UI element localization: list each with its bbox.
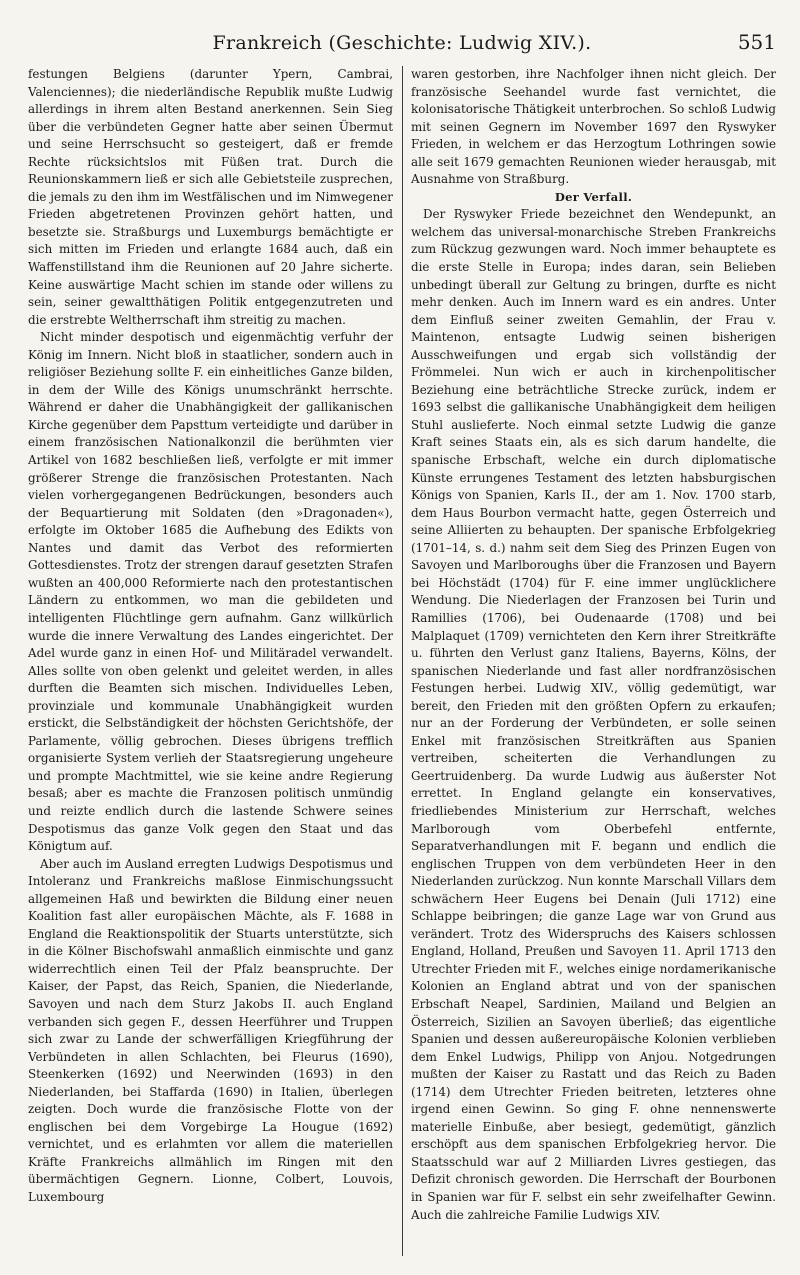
paragraph-continuation: waren gestorben, ihre Nachfolger ihnen nicht gleich. Der französische Seehandel wurde fast vernichtet, die kolonisatorische Thätigkeit unterbrochen. So schloß Ludwig mit seinen Gegnern im November 1697 den Ryswyker Frieden, in welchem er das Herzogtum Lothringen sowie alle seit 1679 gemachten Reunionen wieder herausgab, mit Ausnahme von Straßburg. <box>411 67 776 187</box>
page-header <box>28 26 776 66</box>
paragraph: Aber auch im Ausland erregten Ludwigs Despotismus und Intoleranz und Frankreichs maßlose Einmischungssucht allgemeinen Haß und bewirkten die Bildung einer neuen Koalition fast aller europäischen Mächte, als F. 1688 in England die Reaktionspolitik der Stuarts unterstützte, sich in die Kölner Bischofswahl anmaßlich einmischte und ganz widerrechtlich einen Teil der Pfalz beanspruchte. Der Kaiser, der Papst, das Reich, Spanien, die Niederlande, Savoyen und nach dem Sturz Jakobs II. auch England verbanden sich gegen F., dessen Heerführer und Truppen sich zwar zu Lande der schwerfälligen Kriegführung der Verbündeten in allen Schlachten, bei Fleurus (1690), Steenkerken (1692) und Neerwinden (1693) in den Niederlanden, bei Staffarda (1690) in Italien, überlegen zeigten. Doch wurde die französische Flotte von der englischen bei dem Vorgebirge La Hougue (1692) vernichtet, und es erlahmten vor allem die materiellen Kräfte Frankreichs allmählich im Ringen mit den übermächtigen Gegnern. Lionne, Colbert, Louvois, Luxembourg <box>28 856 393 1204</box>
page-number: 551 <box>737 30 776 54</box>
two-column-body <box>28 66 776 1256</box>
paragraph: Der Ryswyker Friede bezeichnet den Wendepunkt, an welchem das universal-monarchische Streben Frankreichs zum Rückzug gezwungen ward. Noch immer behauptete es die erste Stelle in Europa; indes daran, sein Belieben unbedingt überall zur Geltung zu bringen, durfte es nicht mehr denken. Auch im Innern ward es ein andres. Unter dem Einfluß seiner zweiten Gemahlin, der Frau v. Maintenon, entsagte Ludwig seinen bisherigen Ausschweifungen und ergab sich vollständig der Frömmelei. Nun wich er auch in kirchenpolitischer Beziehung eine beträchtliche Strecke zurück, indem er 1693 selbst die gallikanische Unabhängigkeit dem heiligen Stuhl auslieferte. Noch einmal setzte Ludwig die ganze Kraft seines Staats ein, als es sich darum handelte, die spanische Erbschaft, welche ein durch diplomatische Künste errungenes Testament des letzten habsburgischen Königs von Spanien, Karls II., der am 1. Nov. 1700 starb, dem Haus Bourbon vermacht hatte, gegen Österreich und seine Alliierten zu behaupten. Der spanische Erbfolgekrieg (1701–14, s. d.) nahm seit dem Sieg des Prinzen Eugen von Savoyen und Marlboroughs über die Franzosen und Bayern bei Höchstädt (1704) für F. eine immer unglücklichere Wendung. Die Niederlagen der Franzosen bei Turin und Ramillies (1706), bei Oudenaarde (1708) und bei Malplaquet (1709) vernichteten den Kern ihrer Streitkräfte u. führten den Verlust ganz Italiens, Bayerns, Kölns, der spanischen Niederlande und fast aller nordfranzösischen Festungen herbei. Ludwig XIV., völlig gedemütigt, war bereit, den Frieden mit den größten Opfern zu erkaufen; nur an der Forderung der Verbündeten, er solle seinen Enkel mit französischen Streitkräften aus Spanien vertreiben, scheiterten die Verhandlungen zu Geertruidenberg. Da wurde Ludwig aus äußerster Not errettet. In England gelangte ein konservatives, friedliebendes Ministerium zur Herrschaft, welches Marlborough vom Oberbefehl entfernte, Separatverhandlungen mit F. begann und endlich die englischen Truppen von dem verbündeten Heer in den Niederlanden zurückzog. Nun konnte Marschall Villars dem schwächern Heer Eugens bei Denain (Juli 1712) eine Schlappe beibringen; die ganze Lage war von Grund aus verändert. Trotz des Widerspruchs des Kaisers schlossen England, Holland, Preußen und Savoyen 11. April 1713 den Utrechter Frieden mit F., welches einige nordamerikanische Kolonien an England abtrat und von der spanischen Erbschaft Neapel, Sardinien, Mailand und Belgien an Österreich, Sizilien an Savoyen überließ; das eigentliche Spanien und dessen außereuropäische Kolonien verblieben dem Enkel Ludwigs, Philipp von Anjou. Notgedrungen mußten der Kaiser zu Rastatt und das Reich zu Baden (1714) dem Utrechter Frieden beitreten, letzteres ohne irgend einen Gewinn. So ging F. ohne nennenswerte materielle Einbuße, aber besiegt, gedemütigt, gänzlich erschöpft aus dem spanischen Erbfolgekrieg hervor. Die Staatsschuld war auf 2 Milliarden Livres gestiegen, das Defizit chronisch geworden. Die Herrschaft der Bourbonen in Spanien war für F. selbst ein sehr zweifelhafter Gewinn. Auch die zahlreiche Familie Ludwigs XIV. <box>411 207 776 1222</box>
right-column <box>411 66 776 1256</box>
paragraph-continuation: festungen Belgiens (darunter Ypern, Cambrai, Valenciennes); die niederländische Republik mußte Ludwig allerdings in ihrem alten Bestand anerkennen. Sein Sieg über die verbündeten Gegner hatte aber seinen Übermut und seine Herrschsucht so gesteigert, daß er fremde Rechte rücksichtslos mit Füßen trat. Durch die Reunionskammern ließ er sich alle Gebietsteile zusprechen, die jemals zu den ihm im Westfälischen und im Nimwegener Frieden abgetretenen Provinzen gehört hatten, und besetzte sie. Straßburgs und Luxemburgs bemächtigte er sich mitten im Frieden und erlangte 1684 auch, daß ein Waffenstillstand ihm die Reunionen auf 20 Jahre sicherte. Keine auswärtige Macht schien im stande oder willens zu sein, seiner gewaltthätigen Politik entgegenzutreten und die erstrebte Weltherrschaft ihm streitig zu machen. <box>28 67 393 327</box>
section-heading: Der Verfall. <box>554 189 633 204</box>
column-divider <box>402 66 403 1256</box>
paragraph: Nicht minder despotisch und eigenmächtig verfuhr der König im Innern. Nicht bloß in staatlicher, sondern auch in religiöser Beziehung sollte F. ein einheitliches Ganze bilden, in dem der Wille des Königs unumschränkt herrschte. Während er daher die Unabhängigkeit der gallikanischen Kirche gegenüber dem Papsttum verteidigte und darüber in einem französischen Nationalkonzil die berühmten vier Artikel von 1682 beschließen ließ, verfolgte er mit immer größerer Strenge die französischen Protestanten. Nach vielen vorhergegangenen Bedrückungen, besonders auch der Bequartierung mit Soldaten (den »Dragonaden«), erfolgte im Oktober 1685 die Aufhebung des Edikts von Nantes und damit das Verbot des reformierten Gottesdienstes. Trotz der strengen darauf gesetzten Strafen wußten an 400,000 Reformierte nach den protestantischen Ländern zu entkommen, wo man die gebildeten und intelligenten Flüchtlinge gern aufnahm. Ganz willkürlich wurde die innere Verwaltung des Landes eingerichtet. Der Adel wurde ganz in einen Hof- und Militäradel verwandelt. Alles sollte von oben gelenkt und geleitet werden, in alles durften die Beamten sich mischen. Individuelles Leben, provinziale und kommunale Unabhängigkeit wurden erstickt, die Selbständigkeit der höchsten Gerichtshöfe, der Parlamente, völlig gebrochen. Dieses übrigens trefflich organisierte System verlieh der Staatsregierung ungeheure und prompte Machtmittel, wie sie keine andre Regierung besaß; aber es machte die Franzosen politisch unmündig und reizte endlich durch die lastende Schwere seines Despotismus das ganze Volk gegen den Staat und das Königtum auf. <box>28 330 393 854</box>
left-column <box>28 66 393 1256</box>
running-title: Frankreich (Geschichte: Ludwig XIV.). <box>212 32 592 54</box>
